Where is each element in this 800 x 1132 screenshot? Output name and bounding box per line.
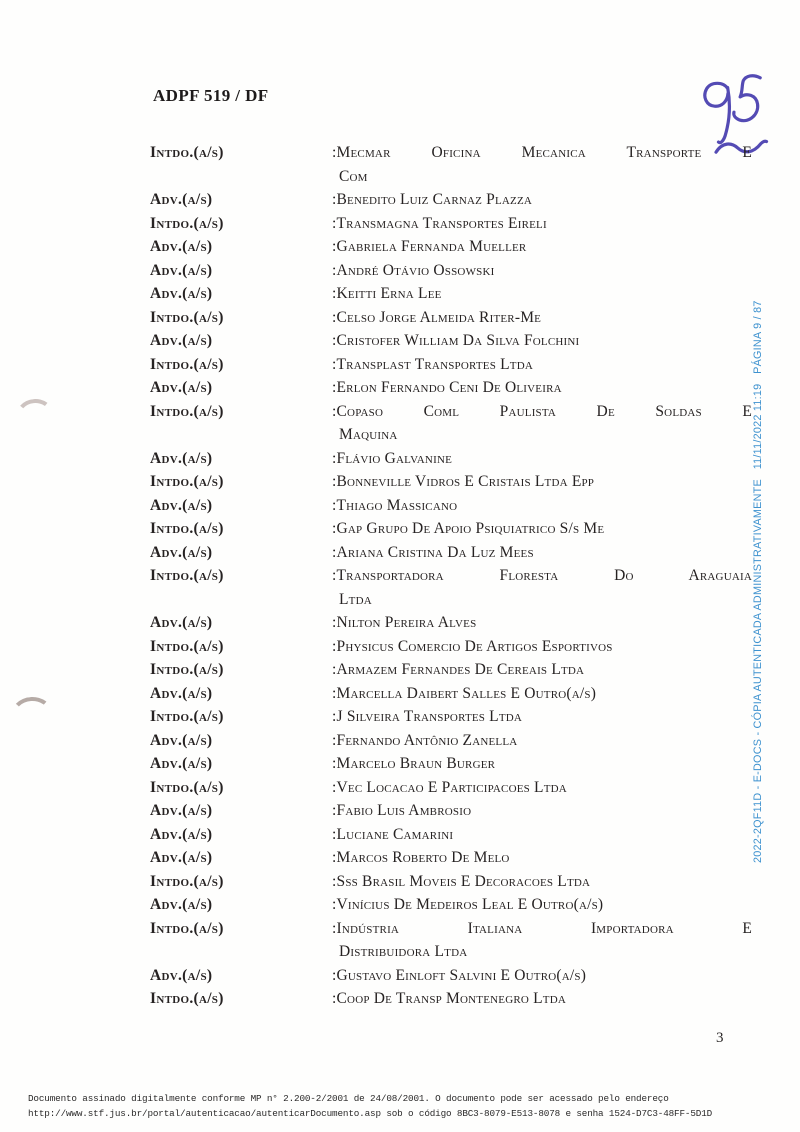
party-role-label: Adv.(a/s)	[150, 614, 213, 631]
party-name	[332, 917, 752, 964]
party-name	[332, 470, 752, 494]
party-name-line: :Sss Brasil Moveis E Decoracoes Ltda	[332, 872, 591, 890]
party-name-line: :Ariana Cristina Da Luz Mees	[332, 543, 534, 561]
party-row	[150, 282, 760, 306]
party-row	[150, 329, 760, 353]
party-role-label: Adv.(a/s)	[150, 802, 213, 819]
party-role-label: Intdo.(a/s)	[150, 567, 224, 584]
party-row	[150, 705, 760, 729]
party-name-line: :Marcelo Braun Burger	[332, 755, 496, 772]
handwritten-digit-5	[732, 75, 763, 121]
party-name-line: :Fabio Luis Ambrosio	[332, 802, 472, 819]
party-row	[150, 188, 760, 212]
handwritten-digit-9	[704, 83, 731, 144]
party-name	[332, 400, 752, 447]
party-role-label: Adv.(a/s)	[150, 238, 213, 255]
party-name-line: Ltda	[339, 590, 372, 608]
footer-line-2: http://www.stf.jus.br/portal/autenticacao/autenticarDocumento.asp sob o código 8BC3-8079-E513-8078 e senha 1524-D7C3-48FF-5D1D	[28, 1107, 713, 1119]
party-name-line: :Indústria Italiana Importadora E	[332, 919, 752, 937]
party-role-label: Adv.(a/s)	[150, 261, 213, 279]
party-role-label: Intdo.(a/s)	[150, 708, 224, 725]
party-row	[150, 259, 760, 283]
party-name-line: :Armazem Fernandes De Cereais Ltda	[332, 661, 585, 678]
party-name	[332, 376, 752, 400]
party-name-line: :Transplast Transportes Ltda	[332, 355, 533, 373]
party-name-line: :Bonneville Vidros E Cristais Ltda Epp	[332, 473, 595, 490]
party-role-label: Adv.(a/s)	[150, 755, 213, 772]
party-name	[332, 141, 752, 188]
party-row	[150, 212, 760, 236]
party-row	[150, 235, 760, 259]
signature-footer	[28, 1092, 712, 1121]
party-name	[332, 494, 752, 518]
page-number: 3	[716, 1030, 724, 1046]
party-name	[332, 447, 752, 471]
party-name	[332, 729, 752, 753]
party-name	[332, 611, 752, 635]
party-row	[150, 541, 760, 565]
party-role-label: Adv.(a/s)	[150, 825, 213, 843]
party-name	[332, 823, 752, 847]
party-role-label: Intdo.(a/s)	[150, 778, 224, 796]
party-name-line: :Cristofer William Da Silva Folchini	[332, 332, 580, 349]
party-role-label: Intdo.(a/s)	[150, 520, 224, 537]
party-row	[150, 729, 760, 753]
punch-hole-mark	[10, 696, 54, 735]
party-name	[332, 564, 752, 611]
party-row	[150, 353, 760, 377]
party-row	[150, 682, 760, 706]
party-row	[150, 635, 760, 659]
party-row	[150, 376, 760, 400]
party-name-line: :Celso Jorge Almeida Riter-Me	[332, 308, 542, 326]
party-name-line: :Coop De Transp Montenegro Ltda	[332, 990, 566, 1007]
parties-list	[150, 141, 760, 1011]
punch-hole-mark	[14, 397, 55, 435]
party-name-line: :André Otávio Ossowski	[332, 261, 495, 279]
party-name	[332, 799, 752, 823]
party-row	[150, 964, 760, 988]
party-name-line: :Marcos Roberto De Melo	[332, 849, 510, 866]
party-row	[150, 494, 760, 518]
party-name-line: :Transportadora Floresta Do Araguaia	[332, 567, 752, 584]
party-role-label: Intdo.(a/s)	[150, 144, 224, 161]
party-name	[332, 282, 752, 306]
party-row	[150, 893, 760, 917]
party-row	[150, 400, 760, 447]
party-name	[332, 658, 752, 682]
party-role-label: Adv.(a/s)	[150, 285, 213, 302]
party-name-line: :Gustavo Einloft Salvini E Outro(a/s)	[332, 966, 587, 984]
party-name-line: Distribuidora Ltda	[339, 943, 468, 960]
party-name-line: :Luciane Camarini	[332, 825, 454, 843]
party-name	[332, 517, 752, 541]
party-name	[332, 635, 752, 659]
party-row	[150, 470, 760, 494]
party-role-label: Intdo.(a/s)	[150, 355, 224, 373]
party-name-line: :Erlon Fernando Ceni De Oliveira	[332, 379, 562, 396]
party-name	[332, 964, 752, 988]
party-role-label: Intdo.(a/s)	[150, 872, 224, 890]
party-name-line: :Marcella Daibert Salles E Outro(a/s)	[332, 684, 597, 702]
party-row	[150, 141, 760, 188]
party-name	[332, 846, 752, 870]
party-name	[332, 259, 752, 283]
party-row	[150, 517, 760, 541]
party-role-label: Intdo.(a/s)	[150, 402, 224, 420]
party-name-line: :Vinícius De Medeiros Leal E Outro(a/s)	[332, 896, 604, 913]
party-name	[332, 870, 752, 894]
party-name-line: :Vec Locacao E Participacoes Ltda	[332, 778, 567, 796]
party-name-line: :Gabriela Fernanda Mueller	[332, 238, 527, 255]
party-role-label: Intdo.(a/s)	[150, 214, 224, 232]
party-role-label: Intdo.(a/s)	[150, 473, 224, 490]
party-name	[332, 682, 752, 706]
party-role-label: Adv.(a/s)	[150, 966, 213, 984]
party-name	[332, 752, 752, 776]
party-name	[332, 188, 752, 212]
party-row	[150, 799, 760, 823]
party-role-label: Adv.(a/s)	[150, 332, 213, 349]
party-row	[150, 564, 760, 611]
party-role-label: Intdo.(a/s)	[150, 661, 224, 678]
party-role-label: Adv.(a/s)	[150, 379, 213, 396]
party-role-label: Intdo.(a/s)	[150, 990, 224, 1007]
party-name	[332, 893, 752, 917]
party-row	[150, 306, 760, 330]
party-row	[150, 658, 760, 682]
party-name	[332, 987, 752, 1011]
party-name-line: :J Silveira Transportes Ltda	[332, 708, 523, 725]
party-role-label: Adv.(a/s)	[150, 191, 213, 208]
party-row	[150, 846, 760, 870]
case-caption: ADPF 519 / DF	[153, 86, 269, 105]
party-role-label: Adv.(a/s)	[150, 731, 213, 749]
party-name-line: :Benedito Luiz Carnaz Plazza	[332, 191, 533, 208]
party-name	[332, 541, 752, 565]
party-name	[332, 212, 752, 236]
party-row	[150, 776, 760, 800]
party-name-line: :Keitti Erna Lee	[332, 285, 442, 302]
party-name-line: Com	[339, 167, 368, 185]
party-name-line: :Gap Grupo De Apoio Psiquiatrico S/s Me	[332, 520, 605, 537]
party-name-line: :Transmagna Transportes Eireli	[332, 214, 547, 232]
party-row	[150, 987, 760, 1011]
footer-line-1: Documento assinado digitalmente conforme MP n° 2.200-2/2001 de 24/08/2001. O documento pode ser acessado pelo endereço	[28, 1093, 669, 1104]
authentication-stamp-text: 2022-2QF11D - E-DOCS - CÓPIA AUTENTICADA ADMINISTRATIVAMENTE 11/11/2022 11:19 PÁGINA 9 / 87	[752, 300, 764, 863]
party-row	[150, 447, 760, 471]
party-name-line: :Copaso Coml Paulista De Soldas E	[332, 402, 752, 420]
party-role-label: Adv.(a/s)	[150, 896, 213, 913]
party-row	[150, 611, 760, 635]
party-row	[150, 917, 760, 964]
party-name-line: :Physicus Comercio De Artigos Esportivos	[332, 637, 613, 655]
party-name	[332, 329, 752, 353]
party-name-line: Maquina	[339, 426, 398, 443]
party-role-label: Adv.(a/s)	[150, 684, 213, 702]
party-role-label: Adv.(a/s)	[150, 543, 213, 561]
party-name-line: :Thiago Massicano	[332, 496, 458, 514]
party-name	[332, 353, 752, 377]
party-name	[332, 705, 752, 729]
party-name	[332, 776, 752, 800]
party-name-line: :Mecmar Oficina Mecanica Transporte E	[332, 144, 752, 161]
party-name-line: :Nilton Pereira Alves	[332, 614, 477, 631]
party-row	[150, 870, 760, 894]
party-name-line: :Fernando Antônio Zanella	[332, 731, 518, 749]
party-row	[150, 823, 760, 847]
party-name-line: :Flávio Galvanine	[332, 449, 453, 467]
party-row	[150, 752, 760, 776]
party-role-label: Adv.(a/s)	[150, 449, 213, 467]
party-role-label: Adv.(a/s)	[150, 496, 213, 514]
party-role-label: Adv.(a/s)	[150, 849, 213, 866]
party-name	[332, 306, 752, 330]
party-name	[332, 235, 752, 259]
party-role-label: Intdo.(a/s)	[150, 637, 224, 655]
party-role-label: Intdo.(a/s)	[150, 919, 224, 937]
party-role-label: Intdo.(a/s)	[150, 308, 224, 326]
